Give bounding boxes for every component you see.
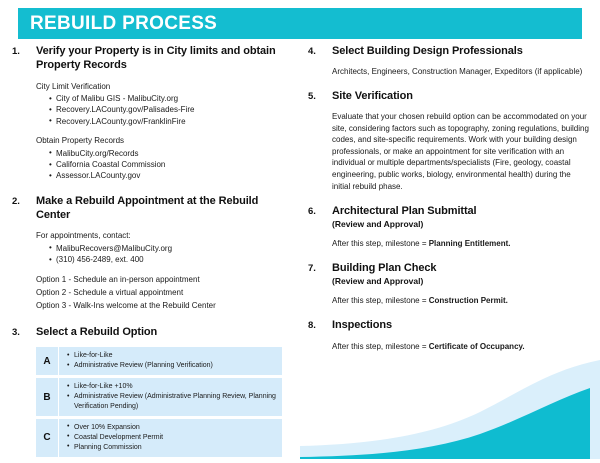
step-2 [12,195,292,313]
step-1-number: 1. [12,46,20,57]
step-1 [12,45,292,182]
list-item: • City of Malibu GIS - MalibuCity.org [49,93,292,104]
list-item: • Like-for-Like [67,351,277,361]
appointment-option-3: Option 3 - Walk-Ins welcome at the Rebuild Center [36,300,216,310]
step-2-contact-group [36,230,292,265]
step-4-title: Select Building Design Professionals [332,45,523,57]
list-item: • Administrative Review (Administrative Planning Review, Planning Verification Pending) [67,392,277,412]
step-6-milestone-prefix: After this step, milestone = [332,238,429,248]
step-6 [308,205,590,249]
list-item: • Recovery.LACounty.gov/Palisades-Fire [49,104,292,115]
step-4-number: 4. [308,46,316,57]
step-7-title: Building Plan Check [332,262,437,275]
list-item: • Administrative Review (Planning Verification) [67,361,277,371]
step-8-number: 8. [308,320,316,332]
option-a-items [59,347,282,375]
step-5-title: Site Verification [332,90,413,103]
step-6-number: 6. [308,206,316,218]
table-row [36,419,282,457]
step-8-title: Inspections [332,319,393,332]
step-2-body [36,195,292,313]
step-1-group-1-list [36,93,292,127]
step-3-title: Select a Rebuild Option [36,325,158,338]
step-7-body [332,262,590,306]
list-item: • MalibuRecovers@MalibuCity.org [49,243,292,254]
list-item: • Like-for-Like +10% [67,382,277,392]
step-2-appointment-options [36,274,292,313]
table-row [36,378,282,416]
left-column [0,45,300,460]
option-b-items [59,378,282,416]
step-6-body [332,205,590,249]
step-1-group-2 [36,135,292,182]
appointment-option-2: Option 2 - Schedule a virtual appointment [36,287,184,297]
step-7-milestone [332,295,590,307]
step-6-milestone [332,238,590,250]
step-4-body [332,45,590,77]
option-c-items [59,419,282,457]
list-item: • MalibuCity.org/Records [49,148,292,159]
step-7-number: 7. [308,263,316,275]
step-3-number: 3. [12,326,20,338]
page-title: REBUILD PROCESS [30,13,218,34]
step-2-title: Make a Rebuild Appointment at the Rebuild Center [36,194,259,221]
list-item: • Assessor.LACounty.gov [49,170,292,181]
step-5 [308,90,590,192]
step-1-group-1-lead: City Limit Verification [36,81,111,91]
step-3 [12,326,292,340]
step-8-body [332,319,590,352]
step-2-contact-lead: For appointments, contact: [36,231,131,241]
list-item: • Over 10% Expansion [67,423,277,433]
table-row [36,347,282,375]
step-7-milestone-prefix: After this step, milestone = [332,295,429,305]
content-columns [0,45,600,460]
step-1-title: Verify your Property is in City limits and obtain Property Records [36,45,276,71]
list-item: • Coastal Development Permit [67,433,277,443]
option-letter-a: A [36,347,59,375]
step-6-subtitle: (Review and Approval) [332,219,424,229]
option-letter-b: B [36,378,59,416]
step-5-number: 5. [308,91,316,103]
page-header-banner [18,8,582,39]
list-item: • California Coastal Commission [49,159,292,170]
step-8 [308,319,590,352]
step-1-body [36,45,292,182]
step-7-subtitle: (Review and Approval) [332,275,424,286]
step-1-group-2-lead: Obtain Property Records [36,136,125,146]
step-1-group-2-list [36,148,292,182]
step-7 [308,262,590,306]
step-4-description: Architects, Engineers, Construction Manager, Expeditors (if applicable) [332,66,583,76]
step-8-milestone-value: Certificate of Occupancy. [428,341,525,351]
appointment-option-1: Option 1 - Schedule an in-person appointment [36,274,200,284]
step-2-contact-list [36,243,292,266]
step-4 [308,45,590,77]
step-8-milestone-prefix: After this step, milestone = [332,341,429,351]
step-5-body [332,90,590,192]
option-letter-c: C [36,419,59,457]
step-6-title: Architectural Plan Submittal [332,205,477,218]
list-item: • Planning Commission [67,443,277,453]
rebuild-option-table [36,347,282,457]
step-1-group-1 [36,81,292,128]
step-8-milestone [332,341,590,353]
list-item: • Recovery.LACounty.gov/FranklinFire [49,116,292,127]
step-2-number: 2. [12,195,20,207]
right-column [300,45,600,460]
step-6-milestone-value: Planning Entitlement. [428,238,511,248]
list-item: • (310) 456-2489, ext. 400 [49,254,292,265]
step-3-body [36,326,292,340]
step-5-description: Evaluate that your chosen rebuild option can be accommodated on your site, considering factors such as topography, zoning regulations, building codes, and site-specific requirements. Work with your building design professionals, or make an appointment for site verification with an individual or multiple departments/specialists (Fire, geology, coastal engineering, public works, biology, environmental health) during the initial rebuild phase. [332,112,589,191]
step-7-milestone-value: Construction Permit. [428,295,508,305]
